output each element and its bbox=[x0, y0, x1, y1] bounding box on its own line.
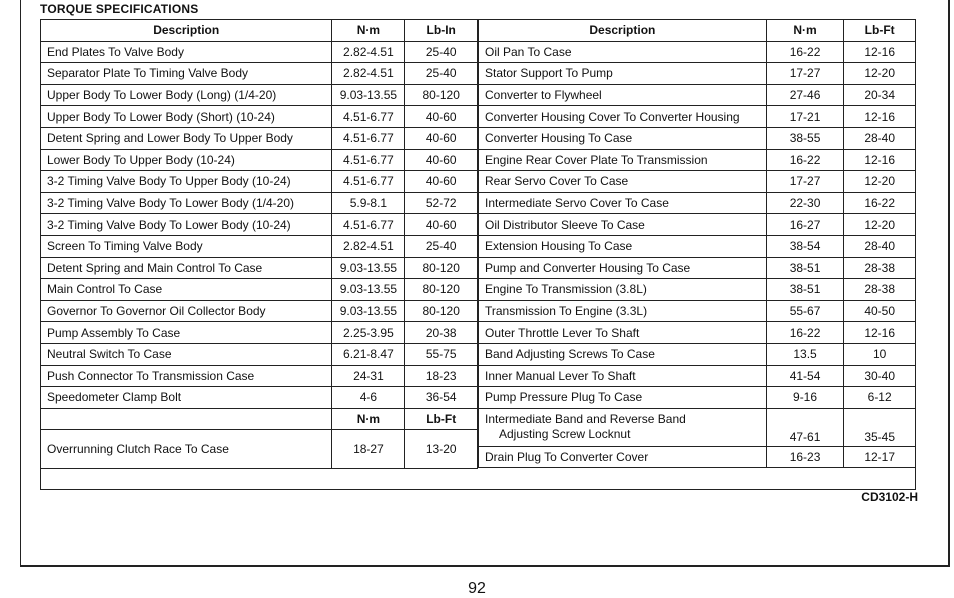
row-lb-value: 16-22 bbox=[844, 192, 916, 214]
row-nm-value: 17-27 bbox=[766, 171, 844, 193]
row-nm-value: 16-22 bbox=[766, 322, 844, 344]
row-description: Separator Plate To Timing Valve Body bbox=[41, 63, 332, 85]
row-lb-value: 35-45 bbox=[844, 408, 916, 446]
row-nm-value: 4-6 bbox=[332, 387, 405, 409]
row-nm-value: 4.51-6.77 bbox=[332, 106, 405, 128]
table-row bbox=[41, 279, 478, 301]
row-nm-value: 2.82-4.51 bbox=[332, 235, 405, 257]
row-lb-value: 12-16 bbox=[844, 106, 916, 128]
table-row bbox=[41, 387, 478, 409]
table-row bbox=[479, 343, 916, 365]
row-nm-value: 2.82-4.51 bbox=[332, 41, 405, 63]
row-lb-value: 40-60 bbox=[405, 149, 478, 171]
table-row bbox=[41, 192, 478, 214]
table-row bbox=[479, 446, 916, 468]
row-description: Converter to Flywheel bbox=[479, 84, 767, 106]
table-row bbox=[41, 127, 478, 149]
table-row bbox=[479, 127, 916, 149]
description-line-2: Adjusting Screw Locknut bbox=[499, 427, 631, 442]
table-row bbox=[479, 300, 916, 322]
left-torque-table bbox=[40, 19, 478, 469]
row-lb-value: 25-40 bbox=[405, 235, 478, 257]
table-row bbox=[41, 214, 478, 236]
row-nm-value: 41-54 bbox=[766, 365, 844, 387]
section-title: TORQUE SPECIFICATIONS bbox=[40, 2, 199, 16]
nm-header: N·m bbox=[766, 20, 844, 42]
row-nm-value: 4.51-6.77 bbox=[332, 149, 405, 171]
row-description: Overrunning Clutch Race To Case bbox=[41, 430, 332, 469]
table-row bbox=[41, 171, 478, 193]
row-nm-value: 9.03-13.55 bbox=[332, 84, 405, 106]
table-subheader-row bbox=[41, 408, 478, 430]
row-nm-value: 5.9-8.1 bbox=[332, 192, 405, 214]
row-lb-value: 28-38 bbox=[844, 257, 916, 279]
row-lb-value: 28-38 bbox=[844, 279, 916, 301]
row-nm-value: 22-30 bbox=[766, 192, 844, 214]
row-lb-value: 12-17 bbox=[844, 446, 916, 468]
table-row bbox=[41, 322, 478, 344]
table-row bbox=[479, 408, 916, 446]
row-description: 3-2 Timing Valve Body To Upper Body (10-24) bbox=[41, 171, 332, 193]
description-line-1: Intermediate Band and Reverse Band bbox=[485, 412, 686, 427]
row-nm-value: 55-67 bbox=[766, 300, 844, 322]
row-nm-value: 16-22 bbox=[766, 41, 844, 63]
row-nm-value: 16-27 bbox=[766, 214, 844, 236]
row-nm-value: 16-23 bbox=[766, 446, 844, 468]
description-header: Description bbox=[41, 20, 332, 42]
row-lb-value: 52-72 bbox=[405, 192, 478, 214]
row-description: Upper Body To Lower Body (Long) (1/4-20) bbox=[41, 84, 332, 106]
row-description: Upper Body To Lower Body (Short) (10-24) bbox=[41, 106, 332, 128]
row-description: Speedometer Clamp Bolt bbox=[41, 387, 332, 409]
page-number: 92 bbox=[468, 580, 486, 597]
row-lb-value: 80-120 bbox=[405, 257, 478, 279]
table-row bbox=[479, 171, 916, 193]
table-row bbox=[479, 149, 916, 171]
row-description: Governor To Governor Oil Collector Body bbox=[41, 300, 332, 322]
table-header-row bbox=[41, 20, 478, 42]
row-description: Main Control To Case bbox=[41, 279, 332, 301]
table-row bbox=[41, 300, 478, 322]
lb-header: Lb-In bbox=[405, 20, 478, 42]
row-nm-value: 38-55 bbox=[766, 127, 844, 149]
row-lb-value: 36-54 bbox=[405, 387, 478, 409]
table-row bbox=[41, 257, 478, 279]
table-row bbox=[479, 279, 916, 301]
row-lb-value: 40-60 bbox=[405, 127, 478, 149]
row-nm-value: 13.5 bbox=[766, 343, 844, 365]
row-nm-value: 9-16 bbox=[766, 387, 844, 409]
row-nm-value: 47-61 bbox=[766, 408, 844, 446]
row-description: Converter Housing To Case bbox=[479, 127, 767, 149]
row-description: Extension Housing To Case bbox=[479, 235, 767, 257]
row-description: End Plates To Valve Body bbox=[41, 41, 332, 63]
row-lb-value: 25-40 bbox=[405, 63, 478, 85]
row-lb-value: 28-40 bbox=[844, 235, 916, 257]
row-lb-value: 28-40 bbox=[844, 127, 916, 149]
row-description: Engine To Transmission (3.8L) bbox=[479, 279, 767, 301]
row-lb-value: 12-20 bbox=[844, 171, 916, 193]
row-lb-value: 40-60 bbox=[405, 171, 478, 193]
table-row bbox=[479, 322, 916, 344]
row-lb-value: 80-120 bbox=[405, 279, 478, 301]
table-row bbox=[41, 84, 478, 106]
table-row bbox=[41, 106, 478, 128]
row-description: Drain Plug To Converter Cover bbox=[479, 446, 767, 468]
row-lb-value: 25-40 bbox=[405, 41, 478, 63]
row-lb-value: 12-16 bbox=[844, 149, 916, 171]
row-description: Pump and Converter Housing To Case bbox=[479, 257, 767, 279]
table-row bbox=[41, 235, 478, 257]
row-description: Rear Servo Cover To Case bbox=[479, 171, 767, 193]
row-nm-value: 17-27 bbox=[766, 63, 844, 85]
row-description: Lower Body To Upper Body (10-24) bbox=[41, 149, 332, 171]
table-row bbox=[41, 343, 478, 365]
row-description: Inner Manual Lever To Shaft bbox=[479, 365, 767, 387]
row-description: Band Adjusting Screws To Case bbox=[479, 343, 767, 365]
nm-header: N·m bbox=[332, 20, 405, 42]
table-row bbox=[479, 106, 916, 128]
row-nm-value: 9.03-13.55 bbox=[332, 279, 405, 301]
row-description: Push Connector To Transmission Case bbox=[41, 365, 332, 387]
row-description: Intermediate Servo Cover To Case bbox=[479, 192, 767, 214]
table-header-row bbox=[479, 20, 916, 42]
row-lb-value: 18-23 bbox=[405, 365, 478, 387]
row-nm-value: 9.03-13.55 bbox=[332, 300, 405, 322]
row-lb-value: 80-120 bbox=[405, 300, 478, 322]
table-row bbox=[41, 149, 478, 171]
row-description: Outer Throttle Lever To Shaft bbox=[479, 322, 767, 344]
row-description: Screen To Timing Valve Body bbox=[41, 235, 332, 257]
blank-subheader bbox=[41, 408, 332, 430]
row-lb-value: 6-12 bbox=[844, 387, 916, 409]
row-lb-value: 80-120 bbox=[405, 84, 478, 106]
table-row bbox=[41, 365, 478, 387]
row-lb-value: 10 bbox=[844, 343, 916, 365]
table-row bbox=[479, 41, 916, 63]
row-nm-value: 38-54 bbox=[766, 235, 844, 257]
row-description: Stator Support To Pump bbox=[479, 63, 767, 85]
row-nm-value: 4.51-6.77 bbox=[332, 214, 405, 236]
row-lb-value: 13-20 bbox=[405, 430, 478, 469]
row-description: 3-2 Timing Valve Body To Lower Body (1/4-20) bbox=[41, 192, 332, 214]
row-description: Detent Spring and Main Control To Case bbox=[41, 257, 332, 279]
row-nm-value: 38-51 bbox=[766, 257, 844, 279]
row-description: Pump Pressure Plug To Case bbox=[479, 387, 767, 409]
row-nm-value: 4.51-6.77 bbox=[332, 127, 405, 149]
row-nm-value: 16-22 bbox=[766, 149, 844, 171]
row-description: Engine Rear Cover Plate To Transmission bbox=[479, 149, 767, 171]
row-lb-value: 40-60 bbox=[405, 106, 478, 128]
row-nm-value: 27-46 bbox=[766, 84, 844, 106]
table-row bbox=[41, 63, 478, 85]
row-lb-value: 40-50 bbox=[844, 300, 916, 322]
row-lb-value: 12-16 bbox=[844, 322, 916, 344]
description-header: Description bbox=[479, 20, 767, 42]
row-nm-value: 9.03-13.55 bbox=[332, 257, 405, 279]
row-description: Converter Housing Cover To Converter Housing bbox=[479, 106, 767, 128]
row-nm-value: 18-27 bbox=[332, 430, 405, 469]
row-description: Transmission To Engine (3.3L) bbox=[479, 300, 767, 322]
row-lb-value: 12-20 bbox=[844, 214, 916, 236]
row-nm-value: 17-21 bbox=[766, 106, 844, 128]
row-description: Detent Spring and Lower Body To Upper Body bbox=[41, 127, 332, 149]
table-row bbox=[479, 214, 916, 236]
table-row bbox=[479, 365, 916, 387]
lb-header: Lb-Ft bbox=[844, 20, 916, 42]
row-description: Oil Pan To Case bbox=[479, 41, 767, 63]
row-nm-value: 24-31 bbox=[332, 365, 405, 387]
row-nm-value: 2.82-4.51 bbox=[332, 63, 405, 85]
row-lb-value: 20-38 bbox=[405, 322, 478, 344]
table-row bbox=[41, 430, 478, 469]
nm-subheader: N·m bbox=[332, 408, 405, 430]
row-lb-value: 55-75 bbox=[405, 343, 478, 365]
table-row bbox=[479, 63, 916, 85]
row-description: Pump Assembly To Case bbox=[41, 322, 332, 344]
table-row bbox=[479, 235, 916, 257]
row-description: Oil Distributor Sleeve To Case bbox=[479, 214, 767, 236]
row-lb-value: 20-34 bbox=[844, 84, 916, 106]
lbft-subheader: Lb-Ft bbox=[405, 408, 478, 430]
row-description bbox=[479, 408, 767, 446]
table-row bbox=[479, 84, 916, 106]
row-nm-value: 38-51 bbox=[766, 279, 844, 301]
row-nm-value: 6.21-8.47 bbox=[332, 343, 405, 365]
table-row bbox=[479, 192, 916, 214]
table-row bbox=[479, 257, 916, 279]
table-row bbox=[41, 41, 478, 63]
right-torque-table bbox=[478, 19, 916, 468]
row-lb-value: 12-20 bbox=[844, 63, 916, 85]
row-lb-value: 12-16 bbox=[844, 41, 916, 63]
figure-code: CD3102-H bbox=[861, 490, 918, 504]
row-lb-value: 30-40 bbox=[844, 365, 916, 387]
row-description: 3-2 Timing Valve Body To Lower Body (10-24) bbox=[41, 214, 332, 236]
row-nm-value: 4.51-6.77 bbox=[332, 171, 405, 193]
table-row bbox=[479, 387, 916, 409]
row-lb-value: 40-60 bbox=[405, 214, 478, 236]
row-description: Neutral Switch To Case bbox=[41, 343, 332, 365]
row-nm-value: 2.25-3.95 bbox=[332, 322, 405, 344]
